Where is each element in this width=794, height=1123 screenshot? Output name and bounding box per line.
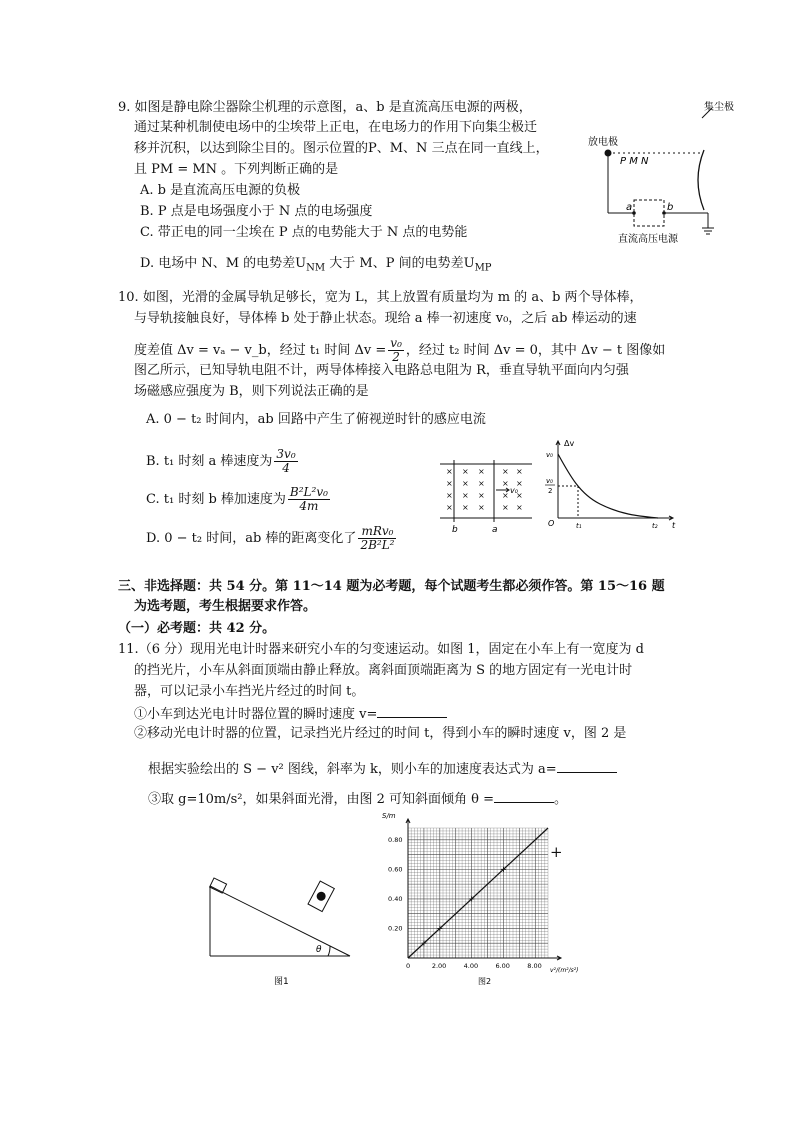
y-tick-label: 0.60 xyxy=(388,865,403,874)
field-cross: × xyxy=(478,503,485,512)
theta-label: θ xyxy=(316,945,322,955)
field-cross: × xyxy=(478,479,485,488)
section3-sub: （一）必考题：共 42 分。 xyxy=(118,621,276,636)
field-cross: × xyxy=(446,491,453,500)
emitter-dot xyxy=(605,150,612,157)
q11-line3: 器，可以记录小车挡光片经过的时间 t。 xyxy=(134,684,365,699)
q9-line2: 通过某种机制使电场中的尘埃带上正电，在电场力的作用下向集尘极迁 xyxy=(134,120,538,135)
collector-label: 集尘极 xyxy=(704,102,734,113)
emitter-label: 放电极 xyxy=(588,137,618,148)
field-cross: × xyxy=(502,503,509,512)
section3-line1: 三、非选择题：共 54 分。第 11～14 题为必考题，每个试题考生都必须作答。第 15～16 题 xyxy=(118,579,665,594)
graph-ylabel: Δv xyxy=(564,439,575,448)
fig1-caption: 图1 xyxy=(274,977,289,987)
q10-option-c: C. t₁ 时刻 b 棒加速度为 $\frac{\text{B²L²v₀}}{4m}$ xyxy=(146,485,328,513)
rails-diagram xyxy=(440,460,540,534)
photogate-top xyxy=(210,878,227,893)
q10-option-b: B. t₁ 时刻 a 棒速度为 $\frac{\text{3v₀}}{4}$ xyxy=(146,447,296,475)
v0-label: v₀ xyxy=(510,486,518,495)
points-label: P M N xyxy=(620,156,649,167)
q10-line2: 与导轨接触良好，导体棒 b 处于静止状态。现给 a 棒一初速度 v₀，之后 ab 棒运动的速 xyxy=(134,311,637,326)
y-tick-label: 0.40 xyxy=(388,894,403,903)
field-cross: × xyxy=(516,491,523,500)
q11-blank-acceleration[interactable] xyxy=(557,760,617,773)
graph-v0: v₀ xyxy=(546,451,553,459)
field-cross: × xyxy=(462,491,469,500)
incline-figure xyxy=(200,860,360,990)
q10-line5: 场磁感应强度为 B，则下列说法正确的是 xyxy=(134,384,369,399)
q9-option-d: D. 电场中 N、M 的电势差$U_{NM}$ 大于 M、P 间的电势差$U_{MP}$ xyxy=(140,256,492,274)
graph-t1: t₁ xyxy=(576,522,582,530)
field-cross: × xyxy=(462,503,469,512)
q10-option-a: A. 0 − t₂ 时间内，ab 回路中产生了俯视逆时针的感应电流 xyxy=(146,412,486,427)
q11-item1: ①小车到达光电计时器位置的瞬时速度 v= xyxy=(134,705,447,723)
terminal-a-label: a xyxy=(626,202,633,213)
q11-line1: 11.（6 分）现用光电计时器来研究小车的匀变速运动。如图 1，固定在小车上有一宽度为 d xyxy=(118,642,644,657)
field-cross: × xyxy=(516,479,523,488)
rod-a-label: a xyxy=(492,525,498,534)
q10-line4: 图乙所示，已知导轨电阻不计，两导体棒接入电路总电阻为 R，垂直导轨平面向内匀强 xyxy=(134,363,629,378)
delta-v-graph xyxy=(540,436,680,532)
field-cross: × xyxy=(516,467,523,476)
graph-t2: t₂ xyxy=(652,522,658,530)
x-tick-label: 4.00 xyxy=(463,962,479,970)
power-source-label: 直流高压电源 xyxy=(618,234,678,245)
graph-t: t xyxy=(672,521,676,530)
terminal-b-label: b xyxy=(667,202,674,213)
q10-option-d: D. 0 − t₂ 时间，ab 棒的距离变化了 $\frac{\text{mRv₀}}{\text{2B²L²}}$ xyxy=(146,524,395,552)
chart-caption: 图2 xyxy=(478,977,492,986)
q11-item2a: ②移动光电计时器的位置，记录挡光片经过的时间 t，得到小车的瞬时速度 v，图 2 是 xyxy=(134,726,627,741)
field-cross: × xyxy=(516,503,523,512)
section3-line2: 为选考题，考生根据要求作答。 xyxy=(134,599,317,614)
q9-line1: 9. 如图是静电除尘器除尘机理的示意图，a、b 是直流高压电源的两极， xyxy=(118,100,532,115)
q11-blank-velocity[interactable] xyxy=(377,705,447,718)
q10-line1: 10. 如图，光滑的金属导轨足够长，宽为 L，其上放置有质量均为 m 的 a、b 两个导体棒， xyxy=(118,290,643,305)
q10-frac-v0-over-2: $\frac{\text{v₀}}{2}$ xyxy=(390,336,402,364)
field-cross: × xyxy=(446,503,453,512)
chart-xlabel: v²/(m²/s²) xyxy=(550,967,579,974)
decay-curve xyxy=(558,454,658,518)
field-cross: × xyxy=(446,479,453,488)
q11-item3: ③取 g=10m/s²，如果斜面光滑，由图 2 可知斜面倾角 θ = 。 xyxy=(148,792,568,807)
field-cross: × xyxy=(478,491,485,500)
field-cross: × xyxy=(478,467,485,476)
field-cross: × xyxy=(502,467,509,476)
field-cross: × xyxy=(462,479,469,488)
cart xyxy=(308,881,334,911)
chart-ylabel: S/m xyxy=(382,812,396,820)
q9-option-b: B. P 点是电场强度小于 N 点的电场强度 xyxy=(140,204,373,219)
precipitator-diagram xyxy=(584,100,744,250)
q9-line4: 且 PM = MN 。下列判断正确的是 xyxy=(134,162,339,177)
s-v2-chart xyxy=(374,808,584,990)
x-tick-label: 2.00 xyxy=(431,962,447,970)
graph-half-d: 2 xyxy=(548,487,553,495)
q9-option-c: C. 带正电的同一尘埃在 P 点的电势能大于 N 点的电势能 xyxy=(140,225,468,240)
graph-half-n: v₀ xyxy=(546,477,553,485)
q10-line3: 度差值 Δv = vₐ − v_b，经过 t₁ 时间 Δv = $\frac{\text{v₀}}{2}$ ，经过 t₂ 时间 Δv = 0，其中 Δv − t 图像如 xyxy=(134,336,666,364)
y-tick-label: 0.20 xyxy=(388,924,403,933)
field-cross: × xyxy=(502,491,509,500)
graph-origin: O xyxy=(548,519,555,528)
q11-line2: 的挡光片，小车从斜面顶端由静止释放。离斜面顶端距离为 S 的地方固定有一光电计时 xyxy=(134,663,633,678)
q9-line3: 移并沉积，以达到除尘目的。图示位置的P、M、N 三点在同一直线上， xyxy=(134,141,549,156)
field-cross: × xyxy=(502,479,509,488)
q9-option-a: A. b 是直流高压电源的负极 xyxy=(140,183,301,198)
rod-b-label: b xyxy=(452,525,458,534)
plus-mark: + xyxy=(550,843,563,861)
field-cross: × xyxy=(462,467,469,476)
x-tick-label: 6.00 xyxy=(495,962,510,970)
y-tick-label: 0.80 xyxy=(388,835,403,844)
x-tick-label: 8.00 xyxy=(527,962,542,970)
x-tick-label: 0 xyxy=(406,962,411,970)
q11-item2b: 根据实验绘出的 S − v² 图线，斜率为 k，则小车的加速度表达式为 a= xyxy=(148,760,617,778)
q11-blank-angle[interactable] xyxy=(494,790,554,803)
field-cross: × xyxy=(446,467,453,476)
